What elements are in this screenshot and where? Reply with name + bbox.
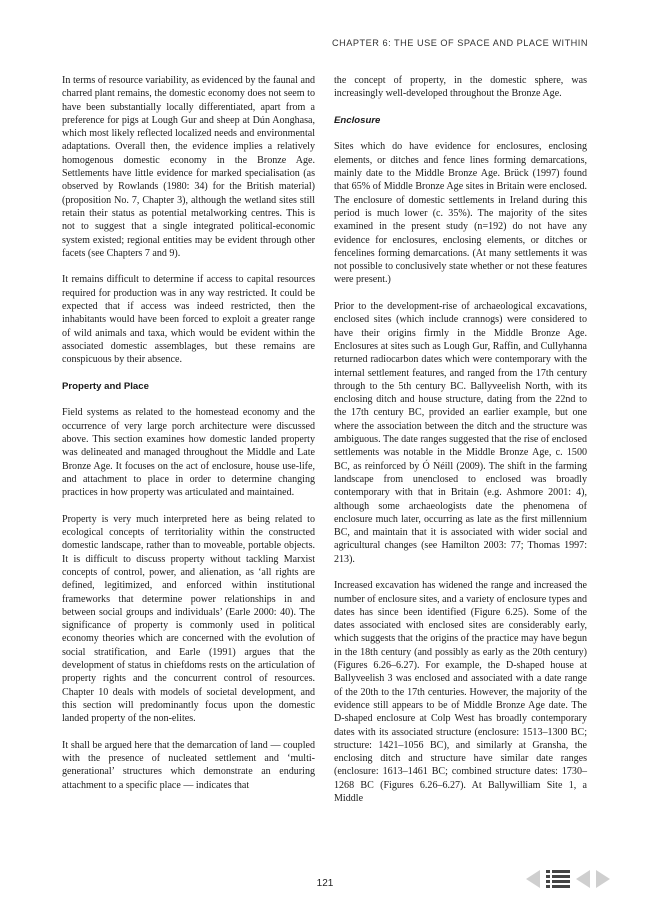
table-of-contents-icon[interactable] — [546, 870, 570, 888]
paragraph: Field systems as related to the homestead economy and the occurrence of very large porch architecture were discussed above. This section examines how domestic landed property was delineated and managed throughout the Middle and Late Bronze Age. It focuses on the act of enclosure, house use-life, and attachment to place in order to determine changing practices in how property was articulated and maintained. — [62, 407, 315, 499]
paragraph: the concept of property, in the domestic sphere, was increasingly well-developed throughout the Bronze Age. — [334, 75, 587, 100]
next-page-icon[interactable] — [596, 870, 610, 888]
right-column — [334, 74, 587, 819]
paragraph: It shall be argued here that the demarcation of land — coupled with the presence of nucleated settlement and ‘multi-generational’ structures which demonstrate an enduring attachment to a specific place — indicates that — [62, 739, 315, 791]
paragraph: Sites which do have evidence for enclosures, enclosing elements, or ditches and fence lines forming demarcations, mainly date to the Middle Bronze Age. Brück (1997) found that 65% of Middle Bronze Age sites in Britain were enclosed. The enclosure of domestic settlements in Ireland during this period is much lower (c. 35%). The majority of the sites examined in the present study (n=192) do not have any evidence for enclosures, enclosing elements, or ditches or fencelines forming demarcations. (At many settlements it was not possible to conclusively state whether or not these features were present.) — [334, 141, 587, 286]
left-column — [62, 74, 315, 805]
paragraph: In terms of resource variability, as evidenced by the faunal and charred plant remains, the domestic economy does not seem to have been substantially locally differentiated, apart from a preference for pigs at Lough Gur and sheep at Dún Aonghasa, which most likely reflected localized needs and environmental adaptations. Overall then, the evidence implies a relatively homogenous domestic economy in the Bronze Age. Settlements have little evidence for marked specialisation (as observed by Rowlands (1980: 34) for the British material) (proposition No. 7, Chapter 3), although the wetland sites still retain their status as potential metalworking centres. This is not to suggest that a single integrated political-economic system existed; regional entities may be evident through other facets (see Chapters 7 and 9). — [62, 75, 315, 259]
paragraph: Property is very much interpreted here as being related to ecological concepts of territoriality within the constructed domestic landscape, rather than to moveable, portable objects. It is difficult to discuss property without tackling Marxist concepts of control, power, and alienation, as ‘all rights are defined, legitimized, and enforced within institutional frameworks that determine power relationships in and between social groups and individuals’ (Earle 2000: 40). The significance of property is commonly used in political economy theories which are concerned with the evolution of social stratification, and Earle (1991) argues that the development of status in chiefdoms rests on the articulation of property rights and the concurrent control of resources. Chapter 10 deals with models of societal development, and this section will predominantly focus upon the domestic landed property of the non-elites. — [62, 513, 315, 725]
back-icon[interactable] — [576, 870, 590, 888]
paragraph: It remains difficult to determine if access to capital resources required for production was in any way restricted. It could be expected that if access was indeed restricted, then the inhabitants would have been forced to exploit a greater range of wild animals and taxa, which would be evident within the associated domestic assemblages, but these remains are conspicuous by their absence. — [62, 274, 315, 366]
previous-page-icon[interactable] — [526, 870, 540, 888]
section-heading-enclosure: Enclosure — [334, 114, 381, 126]
running-header: CHAPTER 6: THE USE OF SPACE AND PLACE WITHIN — [332, 38, 588, 48]
paragraph: Increased excavation has widened the range and increased the number of enclosure sites, and a variety of enclosure types and dates has since been identified (Figure 6.25). Some of the dates associated with enclosed sites are considerably early, which suggests that the origins of the practice may have begun in the 18th century (and possibly as early as the 20th century) (Figures 6.26–6.27). For example, the D-shaped house at Ballyveelish 3 was enclosed and associated with a date range of the 20th to the 17th centuries. However, the majority of the evidence still appears to be of Middle Bronze Age date. The D-shaped enclosure at Colp West has broadly contemporary dates with its associated structure (enclosure: 1513–1300 BC; structure: 1421–1056 BC), and similarly at Gransha, the enclosing ditch and structure have similar date ranges (enclosure: 1613–1461 BC; combined structure dates: 1730–1268 BC (Figures 6.26–6.27). At Ballywilliam Site 1, a Middle — [334, 580, 587, 805]
paragraph: Prior to the development-rise of archaeological excavations, enclosed sites (which include crannogs) were considered to have their origins firmly in the Middle Bronze Age. Enclosures at sites such as Lough Gur, Raffin, and Cullyhanna returned radiocarbon dates which were contemporary with the internal settlement features, and ranged from the 17th century through to the 5th century BC. Ballyveelish North, with its enclosing ditch and house structure, dating from the 22nd to the 17th century BC, provided an earlier example, but one where the association between the ditch and the structure was ambiguous. The date ranges suggested that the rise of enclosed settlements was notable in the Middle Bronze Age, c. 1500 BC, as reinforced by Ó Néill (2009). The shift in the farming landscape from unenclosed to enclosed was broadly contemporary with that in Britain (e.g. Ashmore 2001: 4), although some archaeologists date the phenomena of enclosure much later, occurring as late as the first millennium BC, and maintain that it is associated with wider social and agricultural changes (see Hamilton 2003: 77; Thomas 1997: 213). — [334, 301, 587, 565]
page-navigation — [526, 868, 610, 890]
page-number: 121 — [316, 878, 334, 889]
section-heading-property-and-place: Property and Place — [62, 380, 149, 392]
